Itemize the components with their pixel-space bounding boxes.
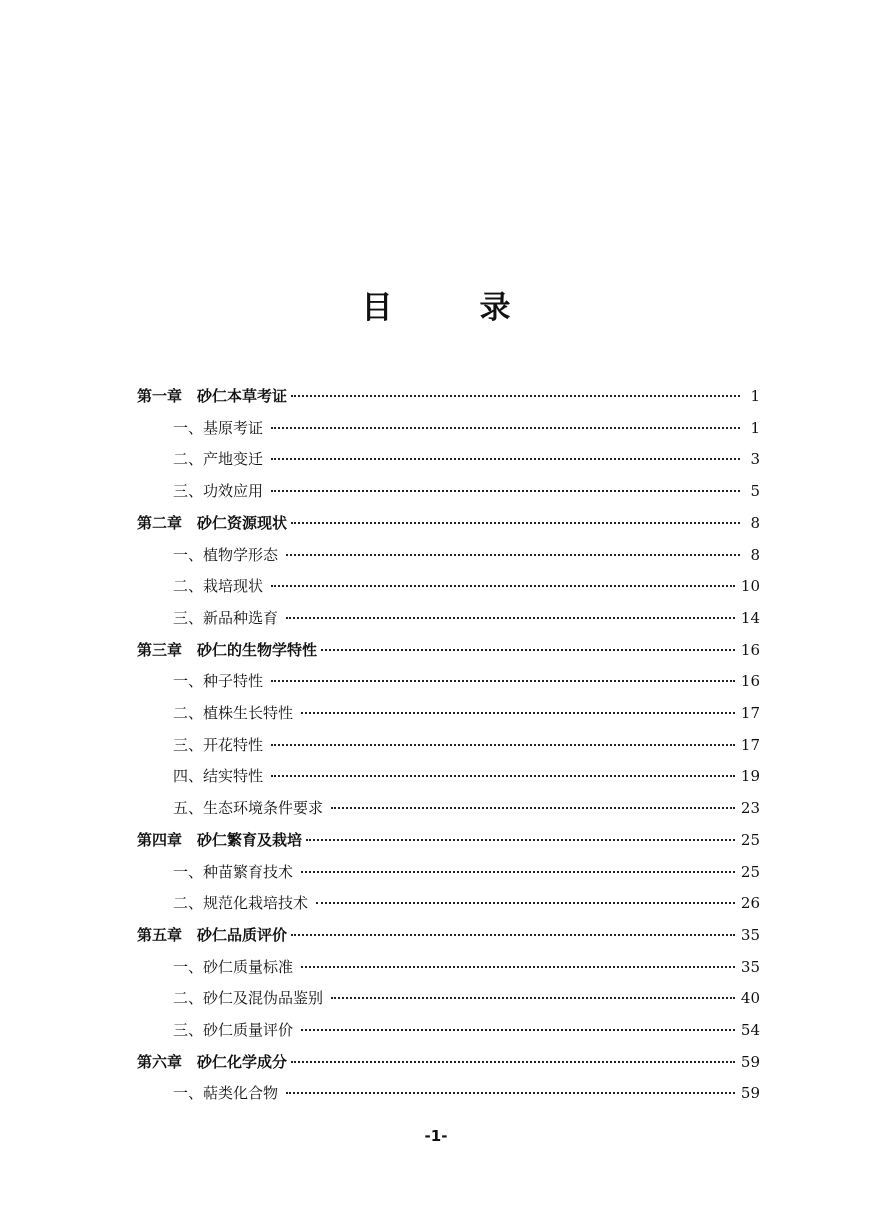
dot-leader — [291, 395, 740, 397]
toc-section-entry — [173, 1081, 760, 1105]
toc-entry-label: 四、结实特性 — [173, 767, 264, 786]
toc-entry-page: 8 — [750, 545, 760, 564]
toc-entry-label: 三、功效应用 — [173, 482, 264, 501]
toc-entry-page: 5 — [750, 482, 760, 501]
toc-chapter-entry — [137, 1050, 760, 1074]
toc-entry-label: 第一章 砂仁本草考证 — [137, 387, 288, 405]
toc-entry-page: 26 — [740, 894, 760, 913]
dot-leader — [286, 554, 740, 556]
toc-entry-page: 59 — [740, 1052, 760, 1071]
dot-leader — [321, 649, 735, 651]
toc-entry-label: 一、基原考证 — [173, 418, 264, 437]
toc-entry-label: 三、开花特性 — [173, 735, 264, 754]
toc-entry-label: 第三章 砂仁的生物学特性 — [137, 640, 318, 659]
toc-section-entry — [173, 955, 760, 979]
toc-entry-page: 10 — [740, 577, 760, 596]
toc-entry-label: 五、生态环境条件要求 — [173, 799, 324, 818]
dot-leader — [291, 934, 735, 936]
toc-entry-label: 一、种子特性 — [173, 672, 264, 691]
toc-entry-page: 16 — [740, 672, 760, 691]
toc-entry-page: 35 — [740, 925, 760, 944]
toc-entry-page: 23 — [740, 799, 760, 818]
toc-entry-label: 第五章 砂仁品质评价 — [137, 925, 288, 944]
toc-section-entry — [173, 606, 760, 630]
toc-section-entry — [173, 860, 760, 884]
dot-leader — [271, 490, 740, 492]
dot-leader — [306, 839, 735, 841]
toc-section-entry — [173, 1018, 760, 1042]
toc-entry-label: 一、砂仁质量标准 — [173, 957, 294, 976]
dot-leader — [291, 522, 740, 524]
toc-section-entry — [173, 891, 760, 915]
dot-leader — [291, 1061, 735, 1063]
dot-leader — [301, 871, 735, 873]
toc-entry-page: 25 — [740, 862, 760, 881]
dot-leader — [271, 775, 735, 777]
toc-entry-page: 35 — [740, 957, 760, 976]
dot-leader — [271, 458, 740, 460]
dot-leader — [271, 427, 740, 429]
toc-section-entry — [173, 701, 760, 725]
dot-leader — [271, 744, 735, 746]
toc-chapter-entry — [137, 638, 760, 662]
toc-entry-label: 二、产地变迁 — [173, 450, 264, 469]
dot-leader — [271, 680, 735, 682]
toc-section-entry — [173, 543, 760, 567]
dot-leader — [271, 585, 735, 587]
toc-entry-page: 16 — [740, 640, 760, 659]
dot-leader — [301, 712, 735, 714]
toc-entry-page: 59 — [740, 1084, 760, 1103]
dot-leader — [331, 997, 735, 999]
toc-entry-label: 第六章 砂仁化学成分 — [137, 1052, 288, 1071]
toc-entry-page: 25 — [740, 830, 760, 849]
toc-chapter-entry — [137, 923, 760, 947]
dot-leader — [286, 1092, 735, 1094]
dot-leader — [331, 807, 735, 809]
toc-entry-page: 19 — [740, 767, 760, 786]
toc-section-entry — [173, 796, 760, 820]
dot-leader — [286, 617, 735, 619]
toc-entry-page: 40 — [740, 989, 760, 1008]
toc-section-entry — [173, 479, 760, 503]
toc-entry-page: 1 — [750, 418, 760, 437]
toc-chapter-entry — [137, 828, 760, 852]
toc-section-entry — [173, 764, 760, 788]
toc-section-entry — [173, 447, 760, 471]
toc-entry-label: 二、植株生长特性 — [173, 704, 294, 722]
toc-entry-label: 二、砂仁及混伪品鉴别 — [173, 989, 324, 1008]
toc-section-entry — [173, 669, 760, 693]
toc-entry-label: 二、栽培现状 — [173, 577, 264, 596]
dot-leader — [316, 902, 735, 904]
dot-leader — [301, 1029, 735, 1031]
toc-entry-label: 二、规范化栽培技术 — [173, 894, 309, 913]
toc-entry-page: 54 — [740, 1021, 760, 1039]
toc-entry-page: 8 — [750, 513, 760, 532]
page-number: -1- — [424, 1127, 448, 1145]
toc-section-entry — [173, 574, 760, 598]
dot-leader — [301, 966, 735, 968]
toc-entry-label: 第二章 砂仁资源现状 — [137, 513, 288, 532]
toc-section-entry — [173, 986, 760, 1010]
toc-entry-label: 一、种苗繁育技术 — [173, 862, 294, 881]
toc-entry-page: 14 — [740, 608, 760, 627]
toc-chapter-entry — [137, 511, 760, 535]
toc-entry-page: 17 — [740, 735, 760, 754]
toc-entry-label: 三、砂仁质量评价 — [173, 1021, 294, 1039]
toc-entry-page: 1 — [750, 387, 760, 405]
toc-entry-label: 一、萜类化合物 — [173, 1084, 279, 1103]
toc-entry-label: 第四章 砂仁繁育及栽培 — [137, 830, 303, 849]
toc-entry-label: 一、植物学形态 — [173, 545, 279, 564]
toc-entry-page: 17 — [740, 704, 760, 722]
page-title: 目 录 — [361, 290, 539, 326]
toc-section-entry — [173, 733, 760, 757]
toc-entry-page: 3 — [750, 450, 760, 469]
toc-chapter-entry — [137, 384, 760, 408]
toc-section-entry — [173, 416, 760, 440]
toc-entry-label: 三、新品种选育 — [173, 608, 279, 627]
